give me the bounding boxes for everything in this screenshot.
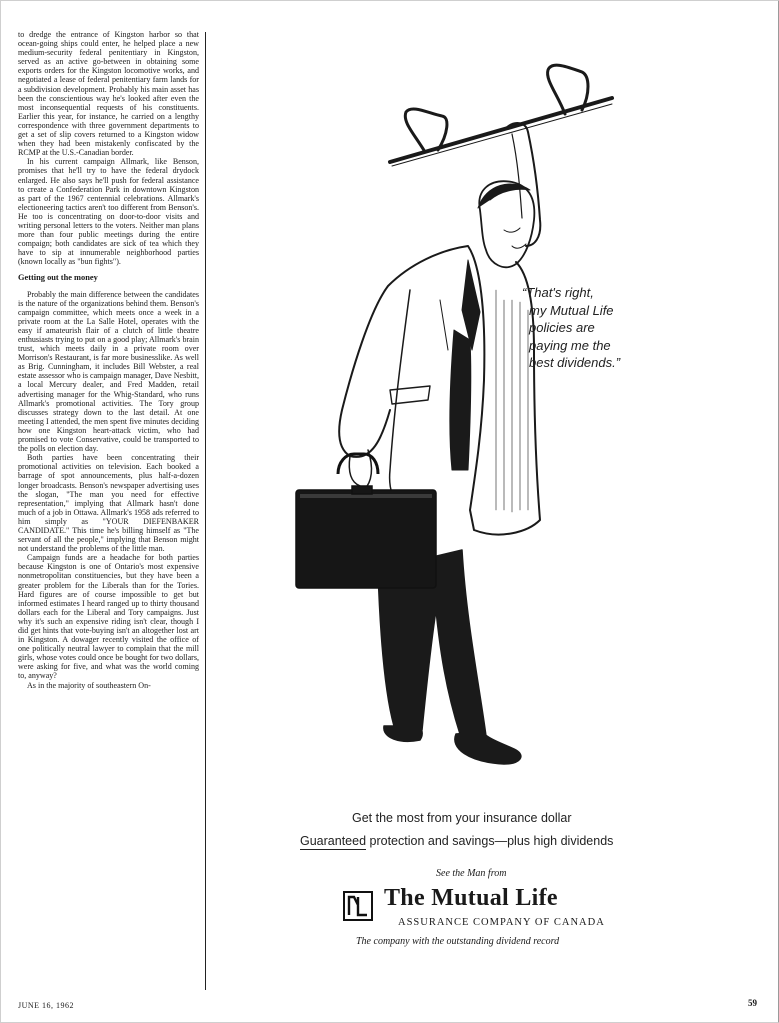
quote-line: paying me the [529,337,611,353]
ad-subline-rest: protection and savings—plus high dividends [366,834,614,848]
quote-line: “That's right, [522,285,594,300]
quote-line: policies are [529,320,595,335]
strap-handle-left [405,109,447,152]
handrail [390,98,612,162]
quote-line: my Mutual Life [529,302,614,318]
issue-date: JUNE 16, 1962 [18,1001,75,1010]
brand-subtitle: ASSURANCE COMPANY OF CANADA [398,917,605,928]
column-rule [205,32,206,990]
right-shoe [455,732,521,764]
ad-subline [300,834,613,848]
article-paragraph: As in the majority of southeastern On- [27,680,151,690]
article-paragraph: In his current campaign Allmark, like Benson, promises that he'll try to have the federal drydock enlarged. He also says he'll push for federal assistance to create a Confederation Park in downtown Kingston as part of the 1967 centennial celebrations. Allmark's electioneering tactics aren't too different from Benson's. He too is concentrating on door-to-door visits and writing personal letters to the voters. Neither man plans more than four public meetings during the entire compaign; both candidates are sick of tea which they have to sip at innumerable neighborhood parties (known locally as "bun fights"). [18,157,199,267]
speech-quote [522,284,620,372]
article-paragraph: to dredge the entrance of Kingston harbor so that ocean-going ships could enter, he helped place a new medium-security federal penitentiary in Kingston, served as an active go-between in obtaining some exports orders for the Kingston locomotive works, and negotiated a lease of federal penitentiary farm lands for a subdivision development. Probably his main asset has been the conscientious way he's looked after even the most inconsequential requests of his constituents. Earlier this year, for instance, he carried on a lengthy correspondence with three government departments to get a set of slip covers returned to a Kingston widow when they had been mistakenly confiscated by the RCMP at the U.S.-Canadian border. [18,30,199,158]
quote-line: best dividends.” [529,355,621,370]
article-column [18,30,199,690]
brand-name: The Mutual Life [384,885,558,911]
brand-tagline: The company with the outstanding dividend record [356,936,560,947]
see-the-man-text: See the Man from [436,868,507,879]
commuter-illustration [290,50,640,780]
ad-headline: Get the most from your insurance dollar [352,811,572,825]
ad-subline-underlined: Guaranteed [300,834,367,848]
article-paragraph: Probably the main difference between the candidates is the nature of the organizations behind them. Benson's campaign committee, which meets once a week in a private room at the La Salle Hotel, operates with the easy if amateurish flair of a clutch of little theatre enthusiasts trying to put on a good play; Allmark's brain trust, which meets daily in a private room over Morrison's Restaurant, is far more businesslike. As well as Brig. Cunningham, it includes Bill Webster, a real estate assessor who is campaign manager, Dave Nesbitt, a local Mercury dealer, and Fred Madden, retail advertising manager for the Whig-Standard, who runs Allmark's promotional activities. The Tory group discusses strategy down to the last detail. At one meeting I attended, the men spent five minutes deciding how one Kingston heart-attack victim, who had promised to vote Conservative, could be transported to the polls on election day. [18,289,199,454]
left-shoe [384,726,422,741]
briefcase [296,454,436,588]
strap-handle-right [548,65,588,114]
page-number: 59 [748,998,757,1008]
article-paragraph: Campaign funds are a headache for both parties because Kingston is one of Ontario's most expensive nonmetropolitan constituencies, but they have been a greater problem for the Liberals than for the Tories. Hard figures are of course impossible to get but informed estimates I heard ranged up to thirty thousand dollars each for the Liberal and Tory campaigns. Just why it's such an expensive riding isn't clear, though I did get hints that vote-buying isn't an altogether lost art in Kingston. A dowager recently visited the office of one politically neutral lawyer to complain that the mill girls, whose votes could once be bought for two dollars, were asking for five, and what was the world coming to, anyway? [18,553,199,681]
article-paragraph: Both parties have been concentrating their promotional activities on television. Each booked a barrage of spot announcements, plus half-a-dozen longer broadcasts. Benson's newspaper advertising uses the slogan, "The man you need for effective representation," implying that Allmark hasn't done much of a job in Ottawa. Allmark's 1958 ads referred to him simply as "YOUR DIEFENBAKER CANDIDATE." This time he's billing himself as "The servant of all the people," implying that Benson might not understand the problems of the little man. [18,453,199,554]
mutual-life-logo-icon [343,891,373,921]
article-subhead: Getting out the money [18,273,98,283]
